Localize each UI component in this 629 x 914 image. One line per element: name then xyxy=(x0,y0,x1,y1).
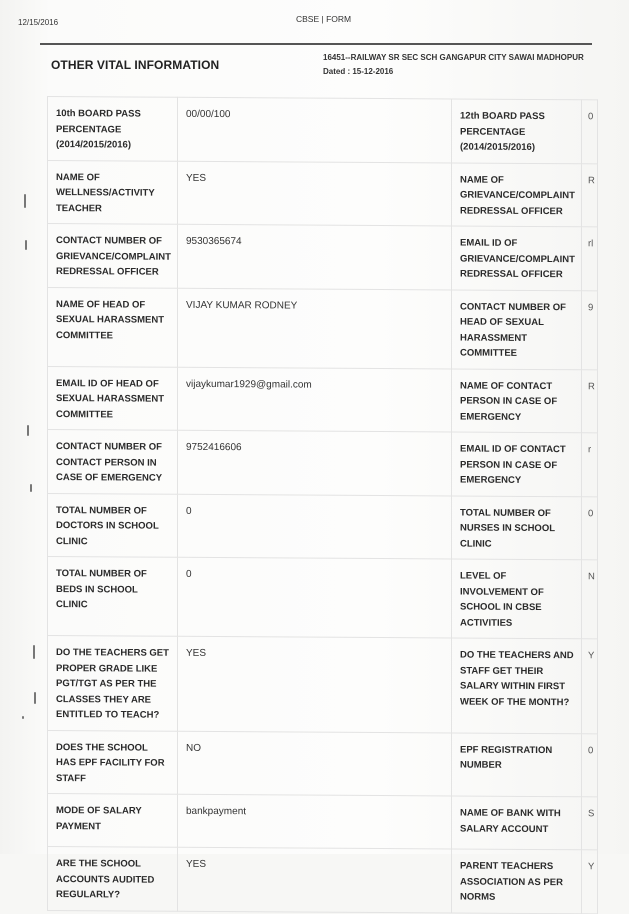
header-rule xyxy=(40,43,592,45)
field-value: 9752416606 xyxy=(178,430,452,495)
table-row xyxy=(48,794,598,850)
table-row xyxy=(48,493,598,560)
scan-speck xyxy=(27,425,29,436)
field-value: R xyxy=(582,163,598,227)
field-label: EMAIL ID OF HEAD OF SEXUAL HARASSMENT COMMITTEE xyxy=(48,366,178,430)
field-label: EPF REGISTRATION NUMBER xyxy=(452,732,582,796)
field-label: EMAIL ID OF GRIEVANCE/COMPLAINT REDRESSAL OFFICER xyxy=(452,226,582,290)
scan-speck xyxy=(24,194,26,208)
field-label: NAME OF GRIEVANCE/COMPLAINT REDRESSAL OFFICER xyxy=(452,162,582,226)
field-label: DO THE TEACHERS GET PROPER GRADE LIKE PGT/TGT AS PER THE CLASSES THEY ARE ENTITLED TO TEACH? xyxy=(48,636,178,731)
scan-speck xyxy=(30,484,32,492)
field-value: 0 xyxy=(582,733,598,797)
field-value: NO xyxy=(178,731,452,796)
field-label: NAME OF BANK WITH SALARY ACCOUNT xyxy=(452,796,582,850)
field-label: 12th BOARD PASS PERCENTAGE (2014/2015/2016) xyxy=(452,99,582,163)
field-value: 00/00/100 xyxy=(178,97,452,162)
field-value: 0 xyxy=(582,100,598,164)
scan-speck xyxy=(33,645,35,659)
section-title: OTHER VITAL INFORMATION xyxy=(51,58,220,72)
field-value: 0 xyxy=(582,496,598,560)
field-label: ARE THE SCHOOL ACCOUNTS AUDITED REGULARLY? xyxy=(48,847,178,911)
field-value: R xyxy=(582,369,598,433)
field-label: NAME OF HEAD OF SEXUAL HARASSMENT COMMITTEE xyxy=(48,287,178,367)
field-label: CONTACT NUMBER OF HEAD OF SEXUAL HARASSMENT COMMITTEE xyxy=(452,289,582,369)
field-label: NAME OF CONTACT PERSON IN CASE OF EMERGENCY xyxy=(452,368,582,432)
field-value: VIJAY KUMAR RODNEY xyxy=(178,288,452,369)
field-label: PARENT TEACHERS ASSOCIATION AS PER NORMS xyxy=(452,849,582,913)
field-value: YES xyxy=(178,636,452,732)
table-row xyxy=(48,224,598,291)
field-value: rl xyxy=(582,227,598,291)
field-label: LEVEL OF INVOLVEMENT OF SCHOOL IN CBSE ACTIVITIES xyxy=(452,559,582,639)
field-value: Y xyxy=(582,639,598,734)
field-label: DO THE TEACHERS AND STAFF GET THEIR SALARY WITHIN FIRST WEEK OF THE MONTH? xyxy=(452,638,582,733)
field-value: 9530365674 xyxy=(178,224,452,289)
field-label: TOTAL NUMBER OF BEDS IN SCHOOL CLINIC xyxy=(48,557,178,637)
field-label: NAME OF WELLNESS/ACTIVITY TEACHER xyxy=(48,160,178,224)
table-row xyxy=(48,847,598,914)
table-row xyxy=(48,366,598,433)
field-label: EMAIL ID OF CONTACT PERSON IN CASE OF EMERGENCY xyxy=(452,432,582,496)
table-row xyxy=(48,636,598,734)
table-row xyxy=(48,287,598,369)
table-row xyxy=(48,97,598,164)
vital-info-table xyxy=(47,96,598,914)
table-row xyxy=(48,160,598,227)
field-label: TOTAL NUMBER OF DOCTORS IN SCHOOL CLINIC xyxy=(48,493,178,557)
field-value: N xyxy=(582,560,598,639)
field-label: CONTACT NUMBER OF GRIEVANCE/COMPLAINT REDRESSAL OFFICER xyxy=(48,224,178,288)
table-row xyxy=(48,430,598,497)
field-value: YES xyxy=(178,161,452,226)
field-value: 9 xyxy=(582,290,598,369)
field-value: YES xyxy=(178,847,452,912)
field-value: vijaykumar1929@gmail.com xyxy=(178,367,452,432)
scan-speck xyxy=(25,240,27,250)
field-label: TOTAL NUMBER OF NURSES IN SCHOOL CLINIC xyxy=(452,495,582,559)
school-name: 16451--RAILWAY SR SEC SCH GANGAPUR CITY SAWAI MADHOPUR xyxy=(323,53,584,62)
field-label: MODE OF SALARY PAYMENT xyxy=(48,794,178,848)
print-title: CBSE | FORM xyxy=(296,14,352,24)
field-value: 0 xyxy=(178,557,452,638)
scan-speck xyxy=(22,716,24,719)
scan-speck xyxy=(34,692,36,704)
field-value: Y xyxy=(582,850,598,914)
table-row xyxy=(48,557,598,639)
field-value: S xyxy=(582,797,598,850)
field-value: r xyxy=(582,433,598,497)
table-row xyxy=(48,730,598,797)
dated-text: Dated : 15-12-2016 xyxy=(323,67,394,76)
field-value: 0 xyxy=(178,494,452,559)
field-label: CONTACT NUMBER OF CONTACT PERSON IN CASE OF EMERGENCY xyxy=(48,430,178,494)
vital-info-table-wrap xyxy=(47,96,597,914)
field-value: bankpayment xyxy=(178,794,452,849)
field-label: DOES THE SCHOOL HAS EPF FACILITY FOR STAFF xyxy=(48,730,178,794)
field-label: 10th BOARD PASS PERCENTAGE (2014/2015/2016) xyxy=(48,97,178,161)
print-date: 12/15/2016 xyxy=(18,18,59,27)
